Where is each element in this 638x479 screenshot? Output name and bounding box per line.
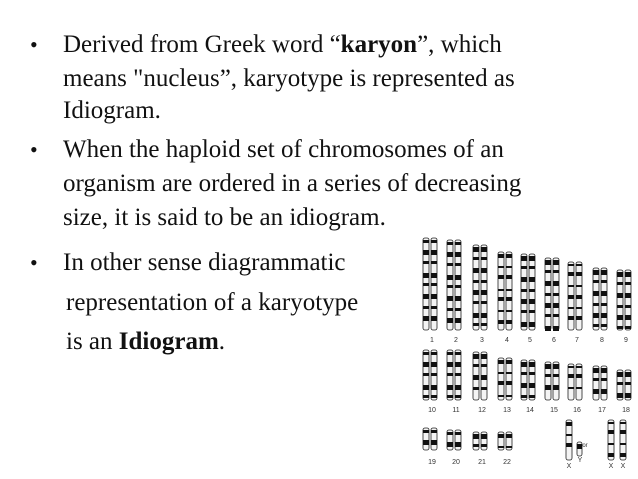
chromosome — [593, 268, 599, 330]
text: When the haploid set of chromosomes of an — [63, 136, 504, 163]
chromosome — [473, 352, 479, 400]
chromosome — [455, 350, 461, 400]
chromosome-number: 2 — [454, 337, 458, 344]
bullet-3-line-1 — [63, 248, 346, 278]
chromosome — [431, 238, 437, 330]
or-label: or — [582, 443, 588, 449]
chromosome-number: 4 — [505, 337, 509, 344]
text: organism are ordered in a series of decreasing — [63, 170, 522, 197]
chromosome — [545, 258, 551, 331]
chromosome — [617, 270, 623, 330]
chromosome — [473, 245, 479, 330]
chromosome — [447, 350, 453, 400]
chromosome — [529, 254, 535, 330]
chromosome-number: 11 — [452, 407, 460, 414]
chromosome — [566, 420, 572, 460]
chromosome — [576, 262, 582, 330]
chromosome — [625, 370, 631, 400]
chromosome-number: 7 — [575, 337, 579, 344]
text: is an — [66, 328, 119, 355]
chromosome-number: 17 — [598, 407, 606, 414]
chromosome — [481, 432, 487, 450]
chromosome — [455, 240, 461, 330]
bullet-3-line-2 — [66, 288, 358, 318]
chromosome — [601, 366, 607, 400]
bullet-2-line-3 — [63, 203, 386, 233]
chromosome-number: Y — [577, 457, 583, 464]
chromosome — [473, 432, 479, 450]
text: representation of a karyotype — [66, 289, 359, 316]
bullet-1-line-3 — [63, 96, 161, 126]
chromosome — [506, 358, 512, 400]
text: Idiogram. — [63, 97, 161, 124]
chromosome — [498, 252, 504, 330]
chromosome-number: 3 — [480, 337, 484, 344]
chromosome — [553, 258, 559, 331]
chromosome — [529, 360, 535, 400]
bold-term-karyon: karyon — [340, 31, 418, 58]
bullet-1-line-1 — [63, 30, 502, 60]
chromosome-number: 20 — [452, 459, 460, 466]
chromosome-number: X — [608, 463, 614, 470]
text: size, it is said to be an idiogram. — [63, 204, 386, 231]
bold-term-idiogram: Idiogram — [118, 328, 219, 355]
chromosome — [481, 245, 487, 330]
chromosome-number: 12 — [478, 407, 486, 414]
chromosome — [608, 420, 614, 460]
chromosome-number: 5 — [528, 337, 532, 344]
chromosome-number: 16 — [573, 407, 581, 414]
chromosome — [481, 352, 487, 400]
chromosome — [431, 350, 437, 400]
chromosome-number: 18 — [622, 407, 630, 414]
bullet-3-line-3 — [66, 327, 225, 357]
text: means "nucleus”, karyotype is represented as — [63, 65, 515, 92]
chromosome — [447, 240, 453, 330]
chromosome — [423, 428, 429, 450]
chromosome — [545, 362, 551, 400]
text: ”, which — [417, 31, 502, 58]
chromosome-number: 21 — [478, 459, 486, 466]
chromosome — [553, 362, 559, 400]
chromosome-number: 15 — [550, 407, 558, 414]
chromosome-number: X — [566, 463, 572, 470]
chromosome — [498, 358, 504, 400]
bullet-marker: • — [30, 32, 38, 57]
chromosome — [521, 360, 527, 400]
chromosome — [577, 442, 582, 456]
chromosome-number: 1 — [430, 337, 434, 344]
chromosome — [447, 430, 453, 450]
chromosome — [521, 254, 527, 330]
chromosome — [568, 364, 574, 400]
chromosome-number: 6 — [552, 337, 556, 344]
chromosome — [506, 432, 512, 450]
text: . — [218, 328, 226, 355]
text: In other sense diagrammatic — [63, 249, 346, 276]
chromosome-set — [423, 238, 631, 460]
chromosome-number: X — [620, 463, 626, 470]
chromosome — [506, 252, 512, 330]
chromosome-number: 13 — [503, 407, 511, 414]
bullet-marker: • — [30, 250, 38, 275]
chromosome — [593, 366, 599, 400]
chromosome — [620, 420, 626, 460]
chromosome — [568, 262, 574, 330]
bullet-1-line-2 — [63, 64, 515, 94]
chromosome — [455, 430, 461, 450]
chromosome-number: 22 — [503, 459, 511, 466]
idiogram-figure — [412, 230, 634, 475]
chromosome — [625, 270, 631, 330]
chromosome-number: 14 — [526, 407, 534, 414]
chromosome-number: 9 — [624, 337, 628, 344]
chromosome — [617, 370, 623, 400]
chromosome — [423, 238, 429, 330]
chromosome-number: 10 — [428, 407, 436, 414]
chromosome-number: 19 — [428, 459, 436, 466]
chromosome-number: 8 — [600, 337, 604, 344]
bullet-2-line-1 — [63, 135, 504, 165]
bullet-2-line-2 — [63, 169, 521, 199]
chromosome — [601, 268, 607, 330]
chromosome — [498, 432, 504, 450]
bullet-marker: • — [30, 137, 38, 162]
text: Derived from Greek word “ — [63, 31, 341, 58]
chromosome — [431, 428, 437, 450]
chromosome — [576, 364, 582, 400]
chromosome — [423, 350, 429, 400]
